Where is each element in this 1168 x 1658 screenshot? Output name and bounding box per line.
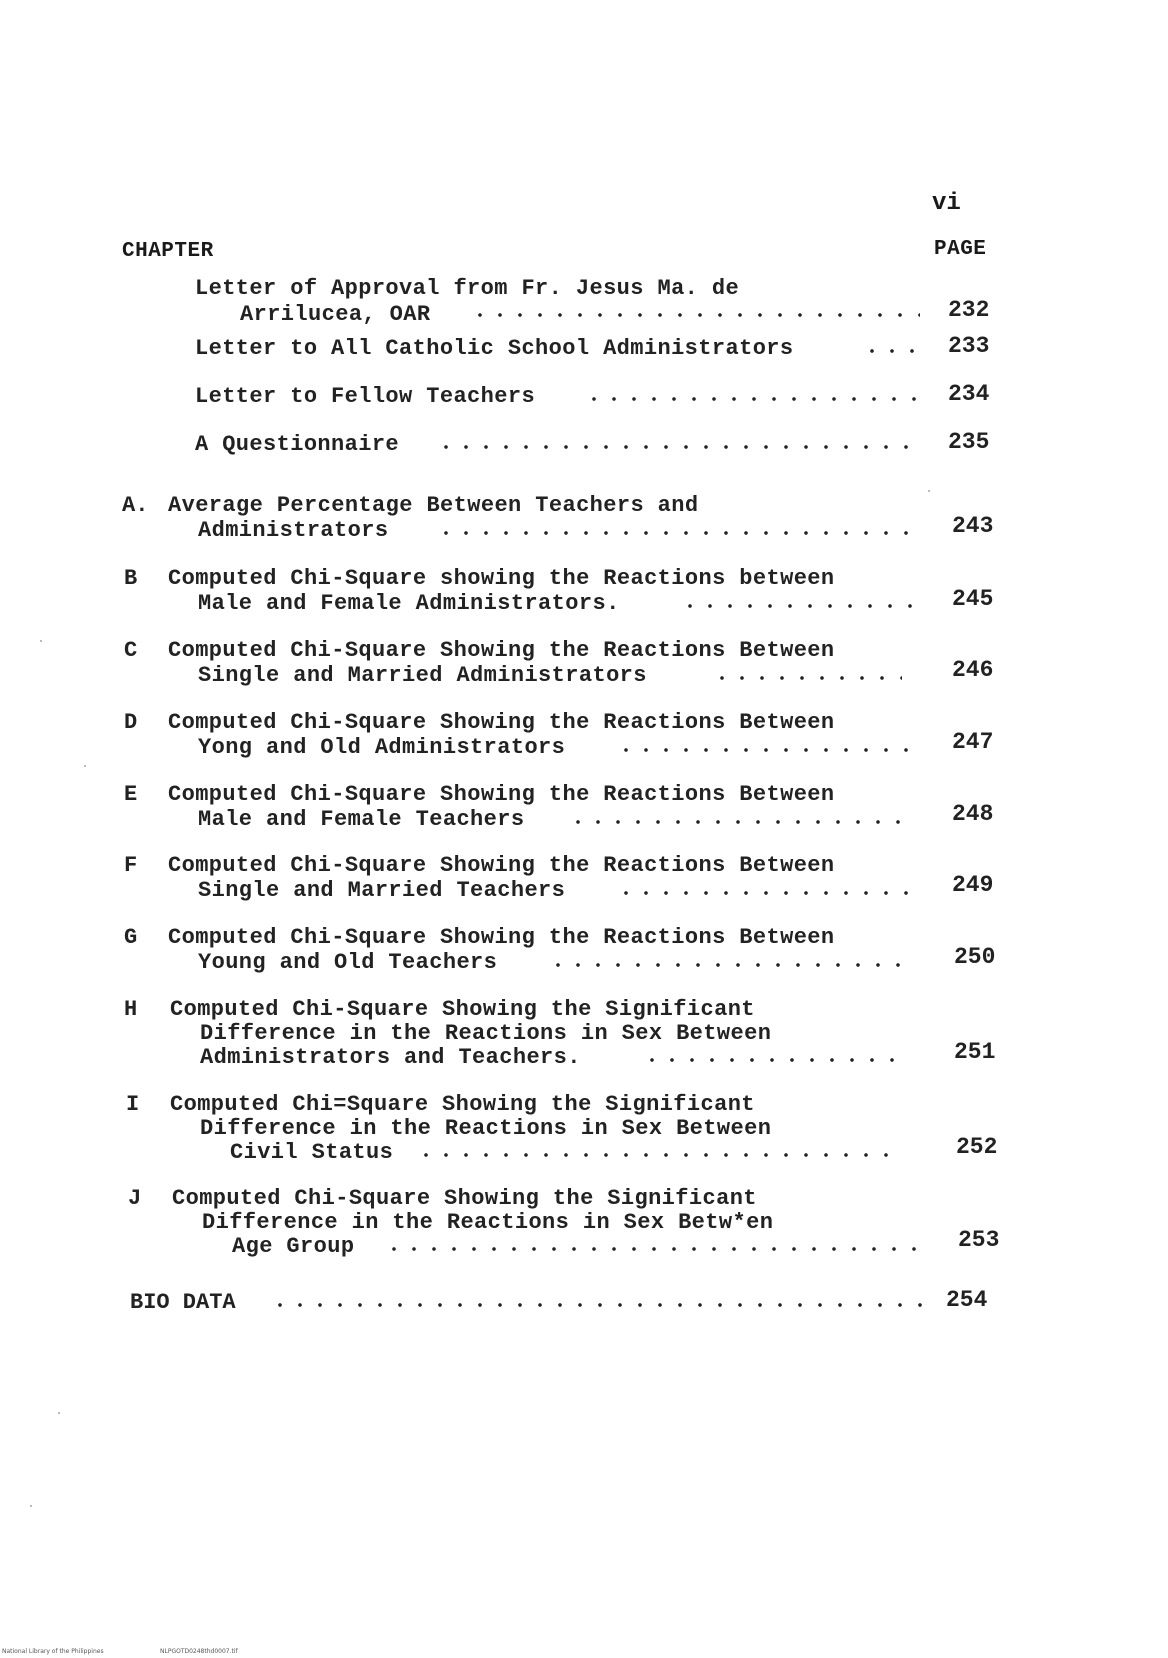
table-e-page: 248 — [952, 801, 994, 827]
page-header: PAGE — [934, 238, 987, 261]
leader-dots — [384, 1246, 924, 1252]
table-c-page: 246 — [952, 657, 994, 683]
leader-dots — [548, 962, 902, 968]
front-entry-1-line-1: Letter of Approval from Fr. Jesus Ma. de — [195, 276, 740, 301]
table-c-line-1: Computed Chi-Square Showing the Reactions Between — [168, 638, 835, 663]
table-a-line-2: Administrators — [198, 518, 389, 543]
scan-speck — [40, 640, 42, 642]
table-g-page: 250 — [954, 944, 996, 970]
front-entry-4-page: 235 — [948, 429, 990, 455]
leader-dots — [862, 348, 920, 354]
table-j-line-3: Age Group — [232, 1234, 355, 1259]
table-i-line-1: Computed Chi=Square Showing the Significant — [170, 1092, 755, 1117]
leader-dots — [270, 1302, 934, 1308]
front-entry-1-page: 232 — [948, 297, 990, 323]
front-entry-1-line-2: Arrilucea, OAR — [240, 302, 431, 327]
footer-filename: NLPGOTD0248thd0007.tif — [160, 1648, 238, 1655]
table-a-letter: A. — [122, 493, 149, 518]
leader-dots — [642, 1057, 902, 1063]
leader-dots — [416, 1152, 902, 1158]
table-a-line-1: Average Percentage Between Teachers and — [168, 493, 699, 518]
leader-dots — [712, 675, 902, 681]
table-c-line-2: Single and Married Administrators — [198, 663, 647, 688]
chapter-header: CHAPTER — [122, 240, 214, 263]
leader-dots — [616, 890, 920, 896]
table-h-line-1: Computed Chi-Square Showing the Significant — [170, 997, 755, 1022]
table-d-line-1: Computed Chi-Square Showing the Reactions Between — [168, 710, 835, 735]
table-i-line-2: Difference in the Reactions in Sex Between — [200, 1116, 772, 1141]
table-j-page: 253 — [958, 1227, 1000, 1253]
leader-dots — [436, 444, 920, 450]
table-d-letter: D — [124, 710, 138, 735]
table-i-line-3: Civil Status — [230, 1140, 394, 1165]
table-h-line-3: Administrators and Teachers. — [200, 1045, 581, 1070]
front-entry-4-line-1: A Questionnaire — [195, 432, 400, 457]
table-d-page: 247 — [952, 729, 994, 755]
leader-dots — [436, 530, 920, 536]
table-e-line-2: Male and Female Teachers — [198, 807, 525, 832]
table-b-line-1: Computed Chi-Square showing the Reactions between — [168, 566, 835, 591]
table-f-line-1: Computed Chi-Square Showing the Reactions Between — [168, 853, 835, 878]
table-i-letter: I — [126, 1092, 140, 1117]
table-e-letter: E — [124, 782, 138, 807]
leader-dots — [568, 819, 902, 825]
scan-speck — [84, 765, 86, 767]
leader-dots — [470, 312, 920, 318]
table-h-line-2: Difference in the Reactions in Sex Between — [200, 1021, 772, 1046]
table-g-line-2: Young and Old Teachers — [198, 950, 498, 975]
table-f-page: 249 — [952, 872, 994, 898]
front-entry-3-page: 234 — [948, 381, 990, 407]
table-i-page: 252 — [956, 1134, 998, 1160]
table-e-line-1: Computed Chi-Square Showing the Reactions Between — [168, 782, 835, 807]
table-f-letter: F — [124, 853, 138, 878]
scan-speck — [58, 1412, 60, 1414]
bio-data-label: BIO DATA — [130, 1290, 236, 1315]
table-d-line-2: Yong and Old Administrators — [198, 735, 566, 760]
front-entry-2-page: 233 — [948, 333, 990, 359]
table-b-page: 245 — [952, 586, 994, 612]
table-g-letter: G — [124, 925, 138, 950]
page-folio: vi — [932, 190, 961, 217]
table-b-letter: B — [124, 566, 138, 591]
scan-speck — [928, 490, 930, 492]
footer-library: National Library of the Philippines — [2, 1648, 104, 1655]
leader-dots — [680, 603, 920, 609]
table-f-line-2: Single and Married Teachers — [198, 878, 566, 903]
front-entry-3-line-1: Letter to Fellow Teachers — [195, 384, 536, 409]
bio-data-page: 254 — [946, 1287, 988, 1313]
table-j-line-2: Difference in the Reactions in Sex Betw*en — [202, 1210, 774, 1235]
table-h-page: 251 — [954, 1039, 996, 1065]
table-j-letter: J — [128, 1186, 142, 1211]
table-b-line-2: Male and Female Administrators. — [198, 591, 620, 616]
leader-dots — [616, 747, 920, 753]
front-entry-2-line-1: Letter to All Catholic School Administrators — [195, 336, 794, 361]
table-h-letter: H — [124, 997, 138, 1022]
table-g-line-1: Computed Chi-Square Showing the Reactions Between — [168, 925, 835, 950]
scan-speck — [30, 1505, 32, 1507]
table-a-page: 243 — [952, 513, 994, 539]
leader-dots — [584, 396, 920, 402]
table-j-line-1: Computed Chi-Square Showing the Significant — [172, 1186, 757, 1211]
table-c-letter: C — [124, 638, 138, 663]
